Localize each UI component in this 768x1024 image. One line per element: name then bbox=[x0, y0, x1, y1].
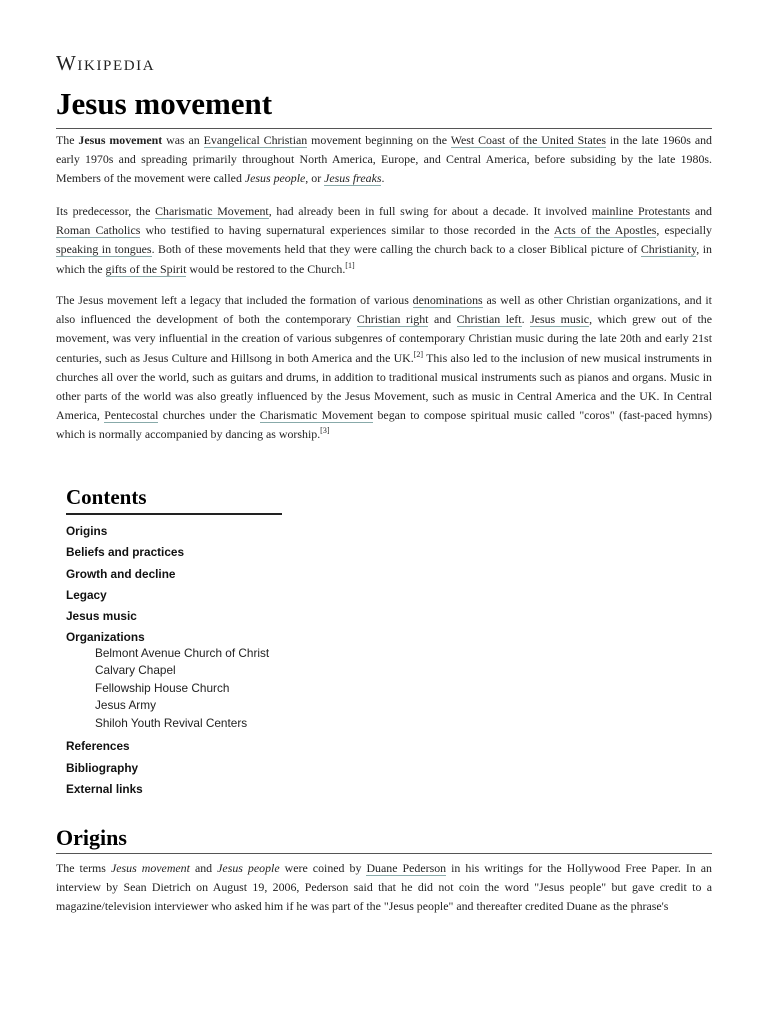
intro-paragraph-2 bbox=[56, 202, 712, 279]
citation-3[interactable]: [3] bbox=[320, 426, 330, 436]
text: in his writings for the Hollywood Free Paper. In an interview by Sean Dietrich on August 19, 2006, Pederson said that he did not coin the word "Jesus people" but gave credit to a magazine/television interviewer who asked him if he was part of the "Jesus people" and thereafter credited Duane as the phrase's bbox=[56, 861, 712, 914]
toc-item-organizations[interactable]: Organizations bbox=[66, 630, 145, 645]
text: began to compose spiritual music called "coros" (fast-paced hymns) which is normally accompanied by dancing as worship. bbox=[56, 408, 712, 442]
italic-term: Jesus people bbox=[244, 171, 306, 186]
toc-subitem-jesus-army[interactable]: Jesus Army bbox=[95, 698, 156, 713]
toc-item-references[interactable]: References bbox=[66, 739, 130, 754]
intro-paragraph-3 bbox=[56, 291, 712, 445]
toc-item-jesus-music[interactable]: Jesus music bbox=[66, 609, 137, 624]
text: as well as other Christian organizations, and it also influenced the development of both the contemporary bbox=[56, 293, 712, 327]
link-west-coast[interactable]: West Coast of the United States bbox=[450, 133, 606, 147]
text: in the late 1960s and early 1970s and spreading primarily throughout North America, Europe, and Central America, before subsiding by the late 1980s. Members of the movement were called bbox=[56, 133, 712, 186]
text: churches under the bbox=[158, 408, 260, 423]
text: , or bbox=[305, 171, 325, 186]
text: , had already been in full swing for about a decade. It involved bbox=[268, 204, 592, 218]
toc-item-legacy[interactable]: Legacy bbox=[66, 587, 107, 602]
text: . bbox=[521, 312, 531, 327]
link-charismatic-movement[interactable]: Charismatic Movement bbox=[155, 204, 269, 218]
text: , which grew out of the movement, was very influential in the creation of various subgenres of contemporary Christian music during the late 20th and early 21st centuries, such as Jesus Culture and Hillsong in both America and the UK. bbox=[56, 312, 713, 365]
toc-list bbox=[66, 521, 282, 649]
text: would be restored to the Church. bbox=[186, 261, 346, 276]
toc-subitem-calvary[interactable]: Calvary Chapel bbox=[95, 663, 176, 678]
link-roman-catholics[interactable]: Roman Catholics bbox=[56, 223, 141, 238]
citation-2[interactable]: [2] bbox=[413, 349, 424, 359]
toc-subitem-belmont[interactable]: Belmont Avenue Church of Christ bbox=[95, 645, 270, 660]
text: The bbox=[56, 133, 79, 147]
text: . bbox=[381, 171, 385, 186]
text: and bbox=[428, 312, 457, 327]
toc-item-origins[interactable]: Origins bbox=[66, 524, 108, 538]
toc-subitem-shiloh[interactable]: Shiloh Youth Revival Centers bbox=[95, 715, 248, 730]
text: The Jesus movement left a legacy that included the formation of various bbox=[56, 293, 413, 307]
link-christian-right[interactable]: Christian right bbox=[356, 312, 429, 327]
text: was an bbox=[162, 133, 204, 147]
table-of-contents bbox=[66, 483, 282, 800]
link-acts-of-the-apostles[interactable]: Acts of the Apostles bbox=[553, 223, 657, 238]
link-christianity[interactable]: Christianity bbox=[640, 242, 697, 257]
toc-subitem-fellowship[interactable]: Fellowship House Church bbox=[95, 680, 230, 695]
wikipedia-wordmark[interactable]: Wikipedia bbox=[56, 51, 156, 75]
text: movement beginning on the bbox=[307, 133, 451, 147]
link-gifts-of-the-spirit[interactable]: gifts of the Spirit bbox=[105, 261, 187, 276]
text: Its predecessor, the bbox=[56, 204, 156, 218]
text: , especially bbox=[656, 223, 712, 238]
link-duane-pederson[interactable]: Duane Pederson bbox=[366, 861, 447, 875]
origins-paragraph bbox=[56, 859, 712, 917]
toc-item-external-links[interactable]: External links bbox=[66, 781, 143, 796]
section-heading-origins: Origins bbox=[56, 824, 712, 854]
italic-term: Jesus movement bbox=[110, 861, 190, 875]
toc-item-bibliography[interactable]: Bibliography bbox=[66, 760, 139, 775]
text: were coined by bbox=[279, 861, 367, 875]
page-title: Jesus movement bbox=[56, 84, 712, 129]
toc-sublist bbox=[66, 645, 282, 733]
link-mainline-protestants[interactable]: mainline Protestants bbox=[591, 204, 691, 218]
link-charismatic-movement-2[interactable]: Charismatic Movement bbox=[259, 408, 374, 423]
italic-term: Jesus people bbox=[217, 861, 280, 875]
text: who testified to having supernatural experiences similar to those recorded in the bbox=[140, 223, 554, 238]
bold-term: Jesus movement bbox=[78, 133, 163, 147]
text: , in which the bbox=[56, 242, 712, 276]
text: . Both of these movements held that they were calling the church back to a closer Biblical picture of bbox=[151, 242, 641, 257]
link-jesus-music[interactable]: Jesus music bbox=[530, 312, 590, 327]
link-denominations[interactable]: denominations bbox=[412, 293, 483, 307]
link-christian-left[interactable]: Christian left bbox=[456, 312, 522, 327]
text: This also led to the inclusion of new musical instruments in churches all over the world, such as guitars and drums, in addition to traditional musical instruments such as pianos and organs. Music in other parts of the world was also greatly influenced by the Jesus Movement, such as music in Central America and the UK. In Central America, bbox=[56, 350, 712, 423]
link-speaking-in-tongues[interactable]: speaking in tongues bbox=[56, 242, 152, 257]
link-jesus-freaks[interactable]: Jesus freaks bbox=[324, 171, 382, 186]
toc-list-2 bbox=[66, 736, 282, 800]
text: The terms bbox=[56, 861, 111, 875]
intro-paragraph-1 bbox=[56, 131, 712, 189]
text: and bbox=[690, 204, 713, 218]
toc-item-beliefs[interactable]: Beliefs and practices bbox=[66, 545, 185, 560]
toc-item-growth[interactable]: Growth and decline bbox=[66, 566, 176, 581]
link-pentecostal[interactable]: Pentecostal bbox=[104, 408, 159, 423]
citation-1[interactable]: [1] bbox=[345, 260, 355, 270]
link-evangelical-christian[interactable]: Evangelical Christian bbox=[203, 133, 308, 147]
toc-title: Contents bbox=[66, 483, 282, 515]
text: and bbox=[189, 861, 218, 875]
